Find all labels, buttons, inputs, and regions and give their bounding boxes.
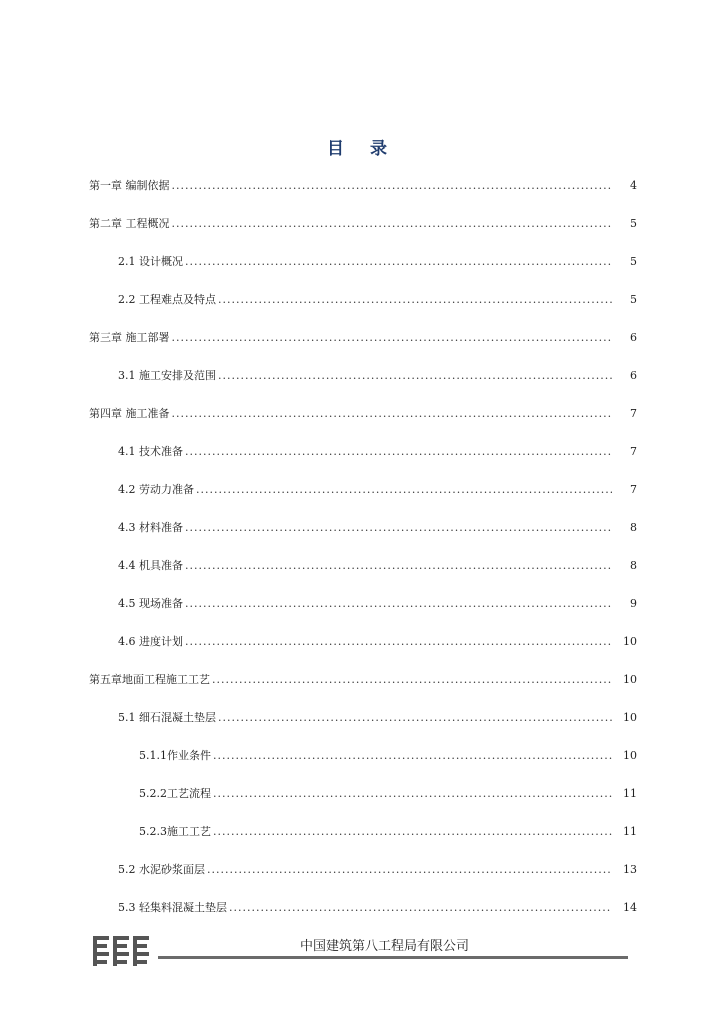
- toc-entry-5-3[interactable]: [0, 900, 637, 916]
- toc-page-number: 9: [630, 597, 637, 610]
- toc-page-number: 10: [623, 749, 637, 762]
- toc-leader-dots: [213, 748, 612, 764]
- toc-leader-dots: [218, 710, 612, 726]
- page-footer: [0, 930, 724, 970]
- toc-entry-5-1[interactable]: [0, 710, 637, 726]
- toc-page-number: 10: [623, 673, 637, 686]
- toc-entry-label: 5.2 水泥砂浆面层: [118, 863, 205, 876]
- toc-entry-label: 第五章地面工程施工工艺: [89, 673, 210, 686]
- toc-leader-dots: [212, 672, 612, 688]
- toc-entry-label: 第二章 工程概况: [89, 217, 170, 230]
- toc-page-number: 10: [623, 711, 637, 724]
- toc-leader-dots: [185, 520, 612, 536]
- toc-leader-dots: [196, 482, 612, 498]
- toc-entry-label: 第四章 施工准备: [89, 407, 170, 420]
- toc-page-number: 10: [623, 635, 637, 648]
- toc-entry-5-2-2[interactable]: [0, 786, 637, 802]
- toc-leader-dots: [213, 824, 612, 840]
- toc-entry-label: 5.3 轻集料混凝土垫层: [118, 901, 227, 914]
- toc-page-number: 13: [623, 863, 637, 876]
- toc-entry-label: 2.1 设计概况: [118, 255, 183, 268]
- toc-page-number: 5: [630, 255, 637, 268]
- toc-entry-chapter-1[interactable]: [0, 178, 637, 194]
- toc-entry-label: 4.1 技术准备: [118, 445, 183, 458]
- toc-leader-dots: [185, 596, 612, 612]
- toc-entry-chapter-2[interactable]: [0, 216, 637, 232]
- toc-entry-4-6[interactable]: [0, 634, 637, 650]
- toc-entry-label: 5.2.3施工工艺: [139, 825, 211, 838]
- toc-entry-4-2[interactable]: [0, 482, 637, 498]
- toc-leader-dots: [213, 786, 612, 802]
- toc-leader-dots: [185, 634, 612, 650]
- toc-page-number: 7: [630, 445, 637, 458]
- toc-entry-4-3[interactable]: [0, 520, 637, 536]
- toc-leader-dots: [185, 558, 612, 574]
- toc-entry-4-1[interactable]: [0, 444, 637, 460]
- toc-page-number: 7: [630, 407, 637, 420]
- cscec-logo-icon: [93, 934, 155, 968]
- toc-leader-dots: [207, 862, 612, 878]
- toc-entry-5-1-1[interactable]: [0, 748, 637, 764]
- toc-leader-dots: [185, 254, 612, 270]
- toc-entry-5-2-3[interactable]: [0, 824, 637, 840]
- toc-page-number: 7: [630, 483, 637, 496]
- toc-title: 目 录: [327, 139, 397, 159]
- toc-leader-dots: [218, 368, 612, 384]
- toc-leader-dots: [218, 292, 612, 308]
- toc-page-number: 6: [630, 369, 637, 382]
- toc-page-number: 5: [630, 293, 637, 306]
- toc-page-number: 11: [623, 825, 637, 838]
- toc-entry-2-2[interactable]: [0, 292, 637, 308]
- toc-page-number: 6: [630, 331, 637, 344]
- toc-leader-dots: [185, 444, 612, 460]
- toc-entry-label: 4.2 劳动力准备: [118, 483, 194, 496]
- footer-divider: [158, 956, 628, 959]
- toc-page-number: 8: [630, 559, 637, 572]
- toc-entry-label: 5.2.2工艺流程: [139, 787, 211, 800]
- toc-entry-chapter-4[interactable]: [0, 406, 637, 422]
- toc-entry-5-2[interactable]: [0, 862, 637, 878]
- toc-entry-label: 第三章 施工部署: [89, 331, 170, 344]
- toc-page-number: 14: [623, 901, 637, 914]
- toc-entry-3-1[interactable]: [0, 368, 637, 384]
- toc-page-number: 11: [623, 787, 637, 800]
- toc-entry-label: 4.6 进度计划: [118, 635, 183, 648]
- company-name: 中国建筑第八工程局有限公司: [300, 939, 470, 954]
- toc-leader-dots: [229, 900, 612, 916]
- toc-leader-dots: [172, 406, 613, 422]
- toc-entry-2-1[interactable]: [0, 254, 637, 270]
- toc-page-number: 4: [630, 179, 637, 192]
- toc-leader-dots: [172, 178, 613, 194]
- toc-page-number: 8: [630, 521, 637, 534]
- toc-leader-dots: [172, 216, 613, 232]
- toc-page-number: 5: [630, 217, 637, 230]
- toc-leader-dots: [172, 330, 613, 346]
- toc-entry-label: 3.1 施工安排及范围: [118, 369, 216, 382]
- toc-entry-4-5[interactable]: [0, 596, 637, 612]
- toc-entry-chapter-3[interactable]: [0, 330, 637, 346]
- toc-entry-label: 2.2 工程难点及特点: [118, 293, 216, 306]
- toc-entry-label: 第一章 编制依据: [89, 179, 170, 192]
- toc-entry-label: 4.5 现场准备: [118, 597, 183, 610]
- toc-entry-label: 5.1 细石混凝土垫层: [118, 711, 216, 724]
- toc-entry-label: 5.1.1作业条件: [139, 749, 211, 762]
- toc-entry-chapter-5[interactable]: [0, 672, 637, 688]
- toc-entry-label: 4.4 机具准备: [118, 559, 183, 572]
- toc-entry-4-4[interactable]: [0, 558, 637, 574]
- toc-entry-label: 4.3 材料准备: [118, 521, 183, 534]
